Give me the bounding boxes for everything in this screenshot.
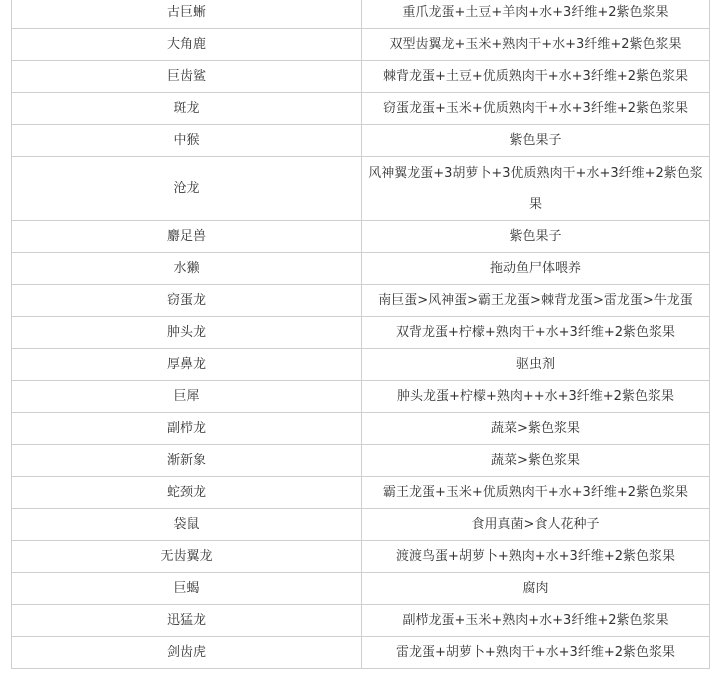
food-recipe-cell: 重爪龙蛋+土豆+羊肉+水+3纤维+2紫色浆果 bbox=[362, 0, 710, 29]
food-recipe-cell: 雷龙蛋+胡萝卜+熟肉干+水+3纤维+2紫色浆果 bbox=[362, 637, 710, 669]
animal-name-cell: 水獭 bbox=[12, 253, 362, 285]
table-row bbox=[12, 253, 710, 285]
food-recipe-cell: 棘背龙蛋+土豆+优质熟肉干+水+3纤维+2紫色浆果 bbox=[362, 61, 710, 93]
animal-name-cell: 巨齿鲨 bbox=[12, 61, 362, 93]
table-row bbox=[12, 61, 710, 93]
food-recipe-cell: 腐肉 bbox=[362, 573, 710, 605]
food-recipe-cell: 南巨蛋>风神蛋>霸王龙蛋>棘背龙蛋>雷龙蛋>牛龙蛋 bbox=[362, 285, 710, 317]
food-recipe-cell: 紫色果子 bbox=[362, 125, 710, 157]
food-recipe-cell: 蔬菜>紫色浆果 bbox=[362, 413, 710, 445]
table-row bbox=[12, 509, 710, 541]
animal-name-cell: 沧龙 bbox=[12, 157, 362, 221]
animal-name-cell: 古巨蜥 bbox=[12, 0, 362, 29]
food-recipe-cell: 肿头龙蛋+柠檬+熟肉++水+3纤维+2紫色浆果 bbox=[362, 381, 710, 413]
table-row bbox=[12, 605, 710, 637]
animal-name-cell: 迅猛龙 bbox=[12, 605, 362, 637]
food-recipe-cell: 拖动鱼尸体喂养 bbox=[362, 253, 710, 285]
table-row bbox=[12, 317, 710, 349]
food-recipe-cell: 食用真菌>食人花种子 bbox=[362, 509, 710, 541]
animal-name-cell: 斑龙 bbox=[12, 93, 362, 125]
table-row bbox=[12, 285, 710, 317]
food-recipe-cell: 渡渡鸟蛋+胡萝卜+熟肉+水+3纤维+2紫色浆果 bbox=[362, 541, 710, 573]
table-row bbox=[12, 541, 710, 573]
food-recipe-cell: 副栉龙蛋+玉米+熟肉+水+3纤维+2紫色浆果 bbox=[362, 605, 710, 637]
table-row bbox=[12, 381, 710, 413]
food-recipe-cell: 霸王龙蛋+玉米+优质熟肉干+水+3纤维+2紫色浆果 bbox=[362, 477, 710, 509]
table-row bbox=[12, 349, 710, 381]
animal-name-cell: 麝足兽 bbox=[12, 221, 362, 253]
food-recipe-cell: 紫色果子 bbox=[362, 221, 710, 253]
food-recipe-cell: 蔬菜>紫色浆果 bbox=[362, 445, 710, 477]
table-row bbox=[12, 573, 710, 605]
animal-name-cell: 大角鹿 bbox=[12, 29, 362, 61]
table-row bbox=[12, 29, 710, 61]
animal-name-cell: 剑齿虎 bbox=[12, 637, 362, 669]
table-row bbox=[12, 125, 710, 157]
animal-name-cell: 袋鼠 bbox=[12, 509, 362, 541]
animal-name-cell: 巨犀 bbox=[12, 381, 362, 413]
animal-name-cell: 渐新象 bbox=[12, 445, 362, 477]
table-row bbox=[12, 221, 710, 253]
animal-name-cell: 副栉龙 bbox=[12, 413, 362, 445]
animal-name-cell: 厚鼻龙 bbox=[12, 349, 362, 381]
table-row bbox=[12, 637, 710, 669]
animal-name-cell: 窃蛋龙 bbox=[12, 285, 362, 317]
food-recipe-cell: 风神翼龙蛋+3胡萝卜+3优质熟肉干+水+3纤维+2紫色浆果 bbox=[362, 157, 710, 221]
animal-name-cell: 无齿翼龙 bbox=[12, 541, 362, 573]
table-row bbox=[12, 157, 710, 221]
food-recipe-cell: 双背龙蛋+柠檬+熟肉干+水+3纤维+2紫色浆果 bbox=[362, 317, 710, 349]
taming-food-table bbox=[11, 0, 710, 669]
table-row bbox=[12, 413, 710, 445]
animal-name-cell: 蛇颈龙 bbox=[12, 477, 362, 509]
taming-food-table-container bbox=[11, 0, 709, 669]
food-recipe-cell: 窃蛋龙蛋+玉米+优质熟肉干+水+3纤维+2紫色浆果 bbox=[362, 93, 710, 125]
table-row bbox=[12, 445, 710, 477]
table-row bbox=[12, 93, 710, 125]
food-recipe-cell: 驱虫剂 bbox=[362, 349, 710, 381]
table-row bbox=[12, 0, 710, 29]
animal-name-cell: 肿头龙 bbox=[12, 317, 362, 349]
table-row bbox=[12, 477, 710, 509]
animal-name-cell: 中猴 bbox=[12, 125, 362, 157]
animal-name-cell: 巨蝎 bbox=[12, 573, 362, 605]
food-recipe-cell: 双型齿翼龙+玉米+熟肉干+水+3纤维+2紫色浆果 bbox=[362, 29, 710, 61]
